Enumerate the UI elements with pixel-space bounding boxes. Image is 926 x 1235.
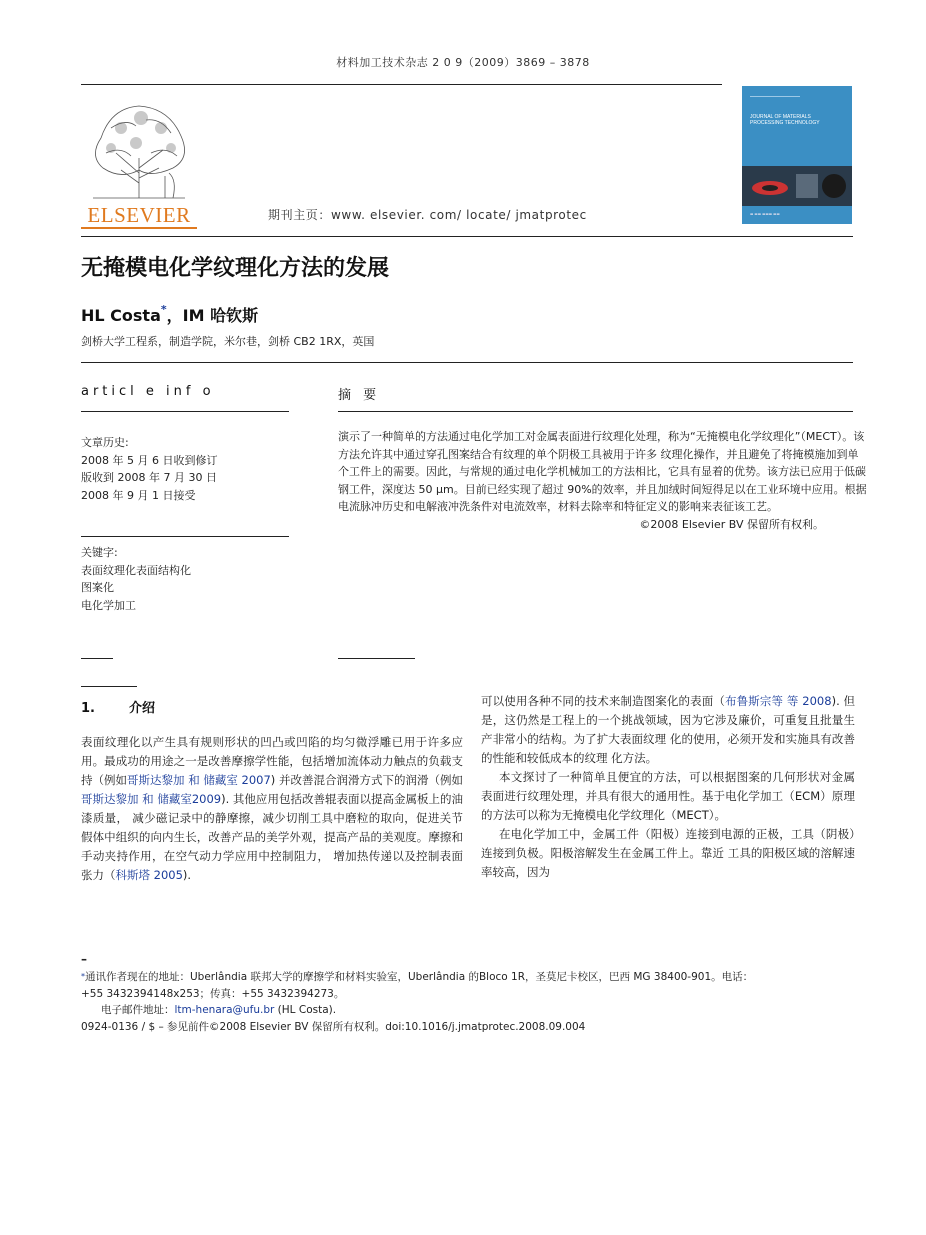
intro-paragraph-2-text: 可以使用各种不同的技术来制造图案化的表面（ [481,694,726,708]
intro-paragraph-2-cont: ). 但是，这仍然是工程上的一个挑战领域，因为它涉及廉价，可重复且批量生产非常小的结构。为了扩大表面纹理 化的使用，必须开发和实施具有改善的性能和较低成本的纹理 化方法。 [481,694,855,765]
body-column-left [81,733,463,885]
footnote-email-line [81,1002,871,1019]
footnote-phone: +55 3432394148x253；传真：+55 3432394273。 [81,987,345,1000]
abstract-end-rule [338,658,415,659]
section-rule [81,686,137,687]
cover-title [750,114,846,126]
article-info-rule [81,411,289,412]
citation-link[interactable]: 哥斯达黎加 和 储藏室 2007 [127,773,271,787]
intro-paragraph-1-cont: ) 并改善混合润滑方式下的润滑（例如 [270,773,463,787]
logo-underline [81,227,197,229]
email-suffix: (HL Costa). [274,1004,337,1016]
citation-link[interactable]: 哥斯达黎加 和 储藏室2009 [81,792,222,806]
intro-paragraph-3: 本文探讨了一种简单且便宜的方法，可以根据图案的几何形状对金属表面进行纹理处理，并具有很大的通用性。基于电化学加工（ECM）原理的方法可以称为无掩模电化学纹理化（MECT）。 [481,770,855,822]
history-label: 文章历史: [81,436,129,449]
keyword-item: 表面纹理化表面结构化 [81,563,191,577]
journal-reference: 材料加工技术杂志 2 0 9（2009）3869 – 3878 [336,56,590,69]
elsevier-wordmark: ELSEVIER [87,203,191,227]
intro-paragraph-1-cont: ). 其他应用包括改善辊表面以提高金属板上的油漆质量， 减少磁记录中的静摩擦，减少切削工具中磨粒的取向，促进关节假体中组织的向内生长，改善产品的美学外观，提高产品的美观度。摩擦和手动夹持作用，在空气动力学应用中控制阻力， 增加热传递以及控制表面张力（ [81,792,464,882]
issn-doi-line: 0924-0136 / $ – 参见前件©2008 Elsevier BV 保留所有权利。doi:10.1016/j.jmatprotec.2008.09.004 [81,1020,586,1033]
history-revised: 版收到 2008 年 7 月 30 日 [81,471,217,484]
body-column-right [481,692,855,882]
author-list [81,303,258,326]
history-accepted: 2008 年 9 月 1 日接受 [81,488,196,502]
affiliation: 剑桥大学工程系，制造学院，米尔巷，剑桥 CB2 1RX，英国 [81,335,375,348]
journal-homepage[interactable]: 期刊主页：www. elsevier. com/ locate/ jmatprotec [268,208,587,222]
citation-link[interactable]: 布鲁斯宗等 等 2008 [725,694,832,708]
keyword-item: 电化学加工 [81,598,136,612]
abstract-copyright: ©2008 Elsevier BV 保留所有权利。 [639,517,824,531]
keywords-block [81,544,291,614]
info-end-rule [81,658,113,659]
cover-rule [750,96,800,97]
footnote-dash: – [81,952,87,966]
corresponding-author-mark[interactable]: * [160,303,167,316]
email-label: 电子邮件地址： [101,1004,175,1016]
cover-photo-band [742,166,852,206]
citation-link[interactable]: 科斯塔 2005 [115,868,183,882]
keywords-rule [81,536,289,537]
cover-title-line2: PROCESSING TECHNOLOGY [750,120,820,126]
intro-paragraph-1-end: ). [182,868,192,882]
author-2[interactable]: ，IM 哈钦斯 [166,306,259,325]
abstract-body [338,428,868,533]
article-history [81,434,291,504]
section-title: 介绍 [129,701,156,716]
footnote-correspondence [81,969,871,986]
footnote-block [81,969,871,1035]
affiliation-rule [81,362,853,363]
footnote-address: 通讯作者现在的地址：Uberlândia 联邦大学的摩擦学和材料实验室，Uberlândia 的Bloco 1R，圣莫尼卡校区，巴西 MG 38400-901。电话： [85,971,754,983]
abstract-text: 演示了一种简单的方法通过电化学加工对金属表面进行纹理化处理，称为“无掩模电化学纹理化”（MECT）。该方法允许其中通过穿孔图案结合有纹理的单个阴极工具被用于许多 纹理化操作，并且避免了将掩模施加到单个工件上的需要。因此，与常规的通过电化学机械加工的方法相比，它具有显着的优势。该方法已应用于低碳钢工件，深度达 50 μm。目前已经实现了超过 90%的效率，并且加绒时间短得足以在工业环境中应用。根据电流脉冲历史和电解液冲洗条件对电流效率，材料去除率和特征定义的影响来表征该工艺。 [338,430,867,513]
elsevier-logo[interactable] [81,98,197,231]
intro-paragraph-4: 在电化学加工中，金属工件（阳极）连接到电源的正极，工具（阴极）连接到负极。阳极溶解发生在金属工件上。靠近 工具的阳极区域的溶解速率较高，因为 [481,827,855,879]
cover-title-line1: JOURNAL OF MATERIALS [750,114,811,120]
article-info-heading: articl e inf o [81,384,215,399]
section-number: 1. [81,701,95,716]
journal-cover-image[interactable] [742,86,852,224]
abstract-heading: 摘 要 [338,388,381,403]
header-rule [81,84,722,85]
history-received: 2008 年 5 月 6 日收到修订 [81,453,218,467]
section-heading-introduction [81,697,155,716]
abstract-rule [338,411,853,412]
article-title: 无掩模电化学纹理化方法的发展 [81,256,390,281]
keyword-item: 图案化 [81,581,114,594]
keywords-label: 关键字: [81,546,118,559]
header-bottom-rule [81,236,853,237]
footnote-mark: * [81,972,85,981]
intro-paragraph-1: 表面纹理化以产生具有规则形状的凹凸或凹陷的均匀微浮雕已用于许多应用。最成功的用途之一是改善摩擦学性能，包括增加流体动力触点的负载支持（例如 [81,735,463,787]
email-link[interactable]: ltm-henara@ufu.br [174,1004,275,1016]
cover-footer-text: ▬ ▬▬ ▬▬▬ ▬▬ [750,212,780,216]
author-1[interactable]: HL Costa [81,306,161,325]
intro-paragraph-2 [481,692,855,768]
cover-photo-icon [742,166,852,206]
